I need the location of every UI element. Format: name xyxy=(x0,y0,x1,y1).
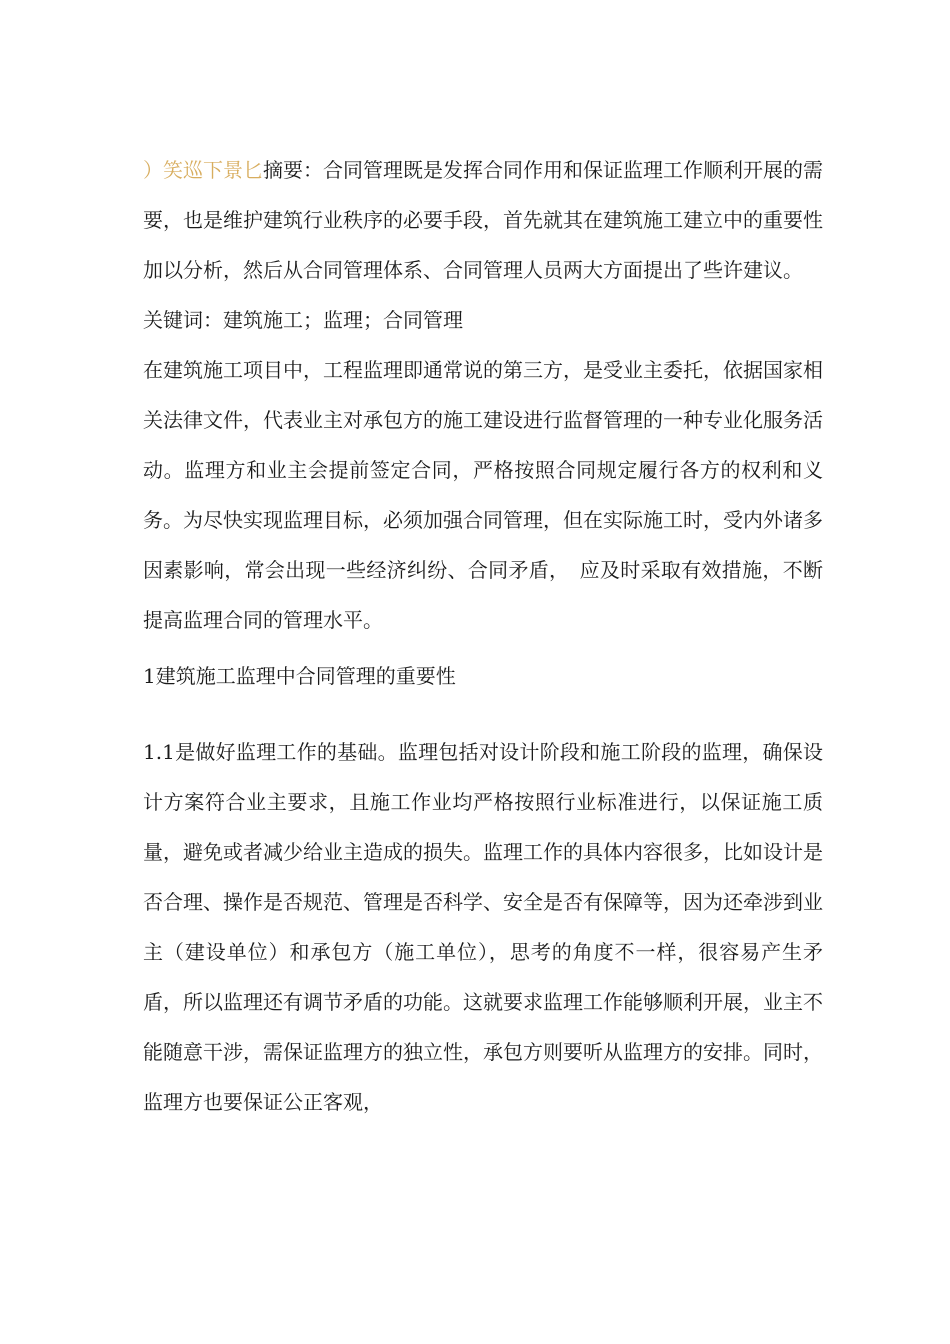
section-1-heading: 1建筑施工监理中合同管理的重要性 xyxy=(143,664,456,688)
section-1-1-paragraph: 1.1是做好监理工作的基础。监理包括对设计阶段和施工阶段的监理，确保设计方案符合业主要求，且施工作业均严格按照行业标准进行，以保证施工质量，避免或者减少给业主造成的损失。监理工作的具体内容很多，比如设计是否合理、操作是否规范、管理是否科学、安全是否有保障等，因为还牵涉到业主（建设单位）和承包方（施工单位），思考的角度不一样，很容易产生矛盾，所以监理还有调节矛盾的功能。这就要求监理工作能够顺利开展，业主不能随意干涉，需保证监理方的独立性，承包方则要听从监理方的安排。同时，监理方也要保证公正客观， xyxy=(143,740,823,1114)
abstract-paragraph xyxy=(143,145,823,295)
intro-paragraph: 在建筑施工项目中，工程监理即通常说的第三方，是受业主委托，依据国家相关法律文件，代表业主对承包方的施工建设进行监督管理的一种专业化服务活动。监理方和业主会提前签定合同，严格按照合同规定履行各方的权利和义务。为尽快实现监理目标，必须加强合同管理，但在实际施工时，受内外诸多因素影响，常会出现一些经济纠纷、合同矛盾， 应及时采取有效措施，不断提高监理合同的管理水平。 xyxy=(143,358,823,632)
abstract-text: 摘要：合同管理既是发挥合同作用和保证监理工作顺利开展的需要，也是维护建筑行业秩序的必要手段，首先就其在建筑施工建立中的重要性加以分析，然后从合同管理体系、合同管理人员两大方面提出了些许建议。 xyxy=(143,158,823,282)
keywords-line: 关键词：建筑施工；监理；合同管理 xyxy=(143,308,463,332)
document-page xyxy=(143,145,823,1127)
ocr-noise-prefix: ）笑巡下景匕 xyxy=(143,158,263,182)
